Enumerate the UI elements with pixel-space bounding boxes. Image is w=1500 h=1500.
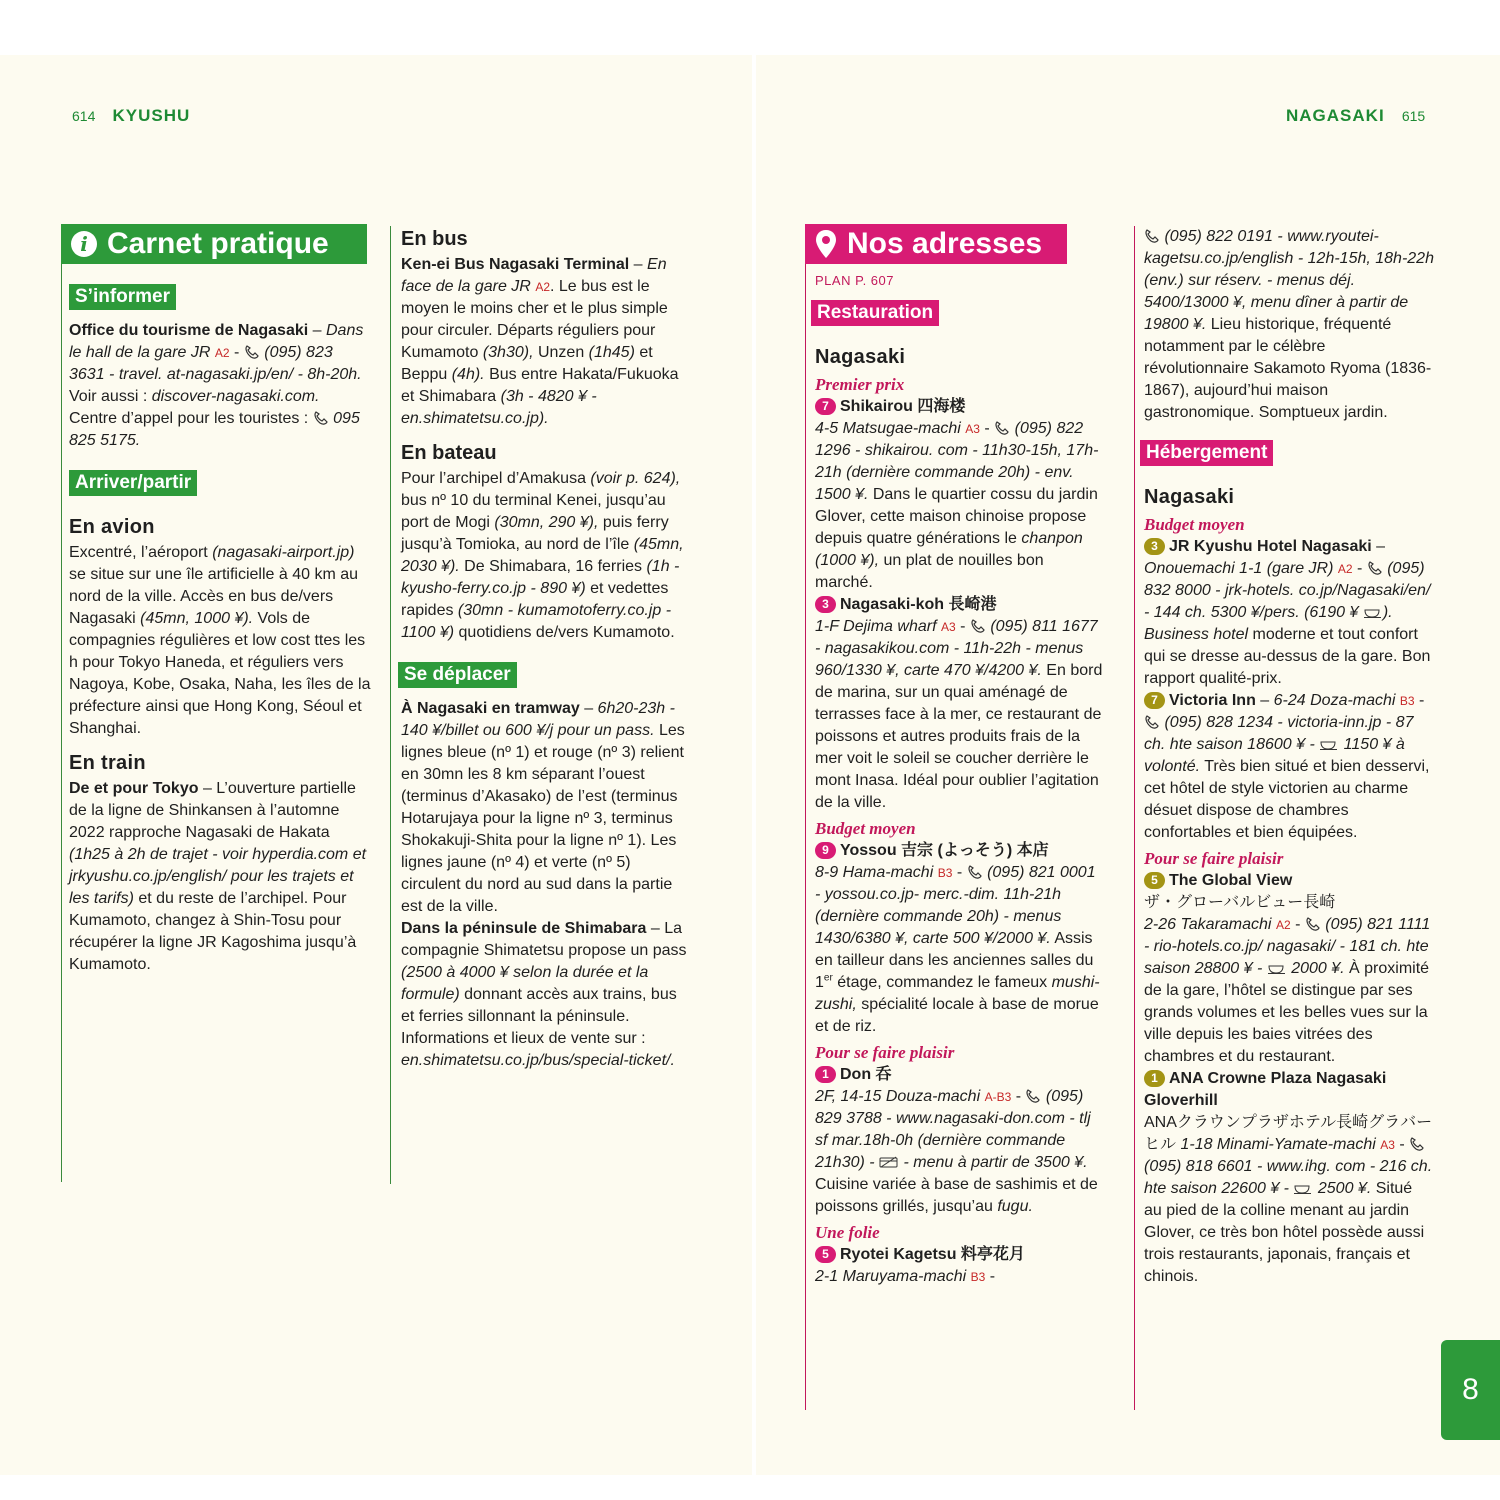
text: – <box>1371 538 1386 555</box>
office-location: Dans le hall de la gare JR <box>69 322 364 361</box>
text: Unzen <box>533 344 589 361</box>
subsection-label: Arriver/partir <box>69 470 197 496</box>
text: spécialité locale à base de morue et de riz. <box>815 996 1099 1035</box>
text: Situé au pied de la colline menant au jardin Glover, ce très bon hôtel possède aussi trois restaurants, japonais, français et chinois. <box>1144 1180 1425 1285</box>
text: En bord de marina, sur un quai aménagé de terrasses face à la mer, ce restaurant de poissons et autres produits frais de la mer voit le soleil se coucher derrière le mont Inasa. Idéal pour oublier l’agitation de la ville. <box>815 662 1103 811</box>
listing-entry-continued <box>1144 226 1434 424</box>
listing-entry <box>815 1244 1105 1288</box>
see-also-site: discover-nagasaki.com. <box>151 388 320 405</box>
listing-entry <box>1144 1068 1434 1288</box>
text: se situe sur une île artificielle à 40 km au nord de la ville. Accès en bus de/vers Nagasaki <box>69 566 359 627</box>
phone-icon <box>1409 1137 1425 1151</box>
see-also: Voir aussi : <box>69 388 152 405</box>
text: – <box>579 700 598 717</box>
listing-name: Don 呑 <box>840 1066 892 1083</box>
breakfast-icon <box>1267 962 1287 974</box>
price-category: Une folie <box>815 1223 880 1242</box>
text: - <box>985 1268 996 1285</box>
city-heading: Nagasaki <box>815 346 906 368</box>
text: Vols de compagnies régulières et low cost ttes les h pour Tokyo Haneda, et réguliers vers Nagoya, Kobe, Osaka, Naha, les îles de la préfecture ainsi que Hong Kong, Séoul et Shanghai. <box>69 610 371 737</box>
right-page-number: 615 <box>1401 108 1426 124</box>
left-running-head <box>72 106 190 126</box>
price-category: Budget moyen <box>815 819 916 838</box>
listing-name: The Global View <box>1169 872 1293 889</box>
text: et du reste de l’archipel. Pour Kumamoto, changez à Shin-Tosu pour récupérer la ligne JR Kagoshima jusqu’à Kumamoto. <box>69 890 357 973</box>
map-marker-badge: 5 <box>1144 872 1165 889</box>
text: - <box>952 864 967 881</box>
no-credit-card-icon <box>879 1156 899 1168</box>
phone-icon <box>994 421 1010 435</box>
text: Excentré, l’aéroport <box>69 544 213 561</box>
text: Bus entre Hakata/Fukuoka et Shimabara <box>401 366 679 405</box>
text: - <box>1394 1136 1410 1153</box>
map-ref: B3 <box>937 866 953 880</box>
text: 2-26 Takaramachi <box>1144 916 1272 933</box>
text: (095) 821 0001 - yossou.co.jp- merc.-dim. 11h-21h (dernière commande 20h) - menus 1430/6380 ¥, carte 500 ¥/2000 ¥. <box>815 864 1096 947</box>
map-marker-badge: 1 <box>1144 1070 1165 1087</box>
text: - <box>955 618 970 635</box>
text: - <box>979 420 995 437</box>
text: Dans la péninsule de Shimabara <box>401 920 647 937</box>
text: Onouemachi 1-1 (gare JR) <box>1144 560 1334 577</box>
heading-train: En train <box>69 752 146 774</box>
text: donnant accès aux trains, bus et ferries sillonnant la péninsule. Informations et lieux de vente sur : <box>401 986 677 1047</box>
listing-name: JR Kyushu Hotel Nagasaki <box>1169 538 1372 555</box>
column-rule <box>1134 226 1135 1410</box>
subsection-label: Restauration <box>811 300 939 326</box>
listing-entry <box>815 594 1105 814</box>
section-title: Nos adresses <box>847 227 1043 260</box>
text: (095) 811 1677 - nagasakikou.com - 11h-22h - menus 960/1330 ¥, carte 470 ¥/4200 ¥. <box>815 618 1098 679</box>
listing-name: ANA Crowne Plaza Nagasaki Gloverhill <box>1144 1070 1387 1109</box>
text: (voir p. 624), <box>590 470 681 487</box>
train-text <box>69 778 371 976</box>
text: Business hotel <box>1144 626 1249 643</box>
phone-icon <box>1305 917 1321 931</box>
avion-text <box>69 542 371 740</box>
text: 4-5 Matsugae-machi <box>815 420 961 437</box>
text: Dans le quartier cossu du jardin Glover, cette maison chinoise propose depuis quatre générations le <box>815 486 1098 547</box>
text: (095) 822 0191 - www.ryoutei-kagetsu.co.jp/english - 12h-15h, 18h-22h (env.) sur réserv. - menus déj. 5400/13000 ¥, menu dîner à partir de 19800 ¥. <box>1144 228 1434 333</box>
subsection-label: Se déplacer <box>398 662 517 688</box>
text: (3h30), <box>482 344 534 361</box>
phone-icon <box>1144 229 1160 243</box>
text: (45mn, 1000 ¥). <box>140 610 254 627</box>
price-category: Pour se faire plaisir <box>815 1043 955 1062</box>
map-ref: A3 <box>965 422 980 436</box>
map-marker-badge: 7 <box>1144 692 1165 709</box>
dash: - <box>229 344 240 361</box>
listing-entry <box>1144 870 1434 1068</box>
map-marker-badge: 1 <box>815 1066 836 1083</box>
text: étage, commandez le fameux <box>832 974 1052 991</box>
listing-name: Victoria Inn <box>1169 692 1256 709</box>
right-column-1 <box>805 224 1105 1288</box>
text: un plat de nouilles bon marché. <box>815 552 1044 591</box>
section-title: Carnet pratique <box>107 227 329 260</box>
heading-avion: En avion <box>69 516 155 538</box>
text: - <box>1414 692 1425 709</box>
map-ref: B3 <box>1399 694 1415 708</box>
office-entry <box>69 320 371 452</box>
callcenter: Centre d’appel pour les touristes : <box>69 410 309 427</box>
text: La compagnie Shimatetsu propose un pass <box>401 920 687 959</box>
listing-name: Ryotei Kagetsu 料亭花月 <box>840 1246 1025 1263</box>
text: Ken-ei Bus Nagasaki Terminal <box>401 256 630 273</box>
text: Lieu historique, fréquenté notamment par le célèbre révolutionnaire Sakamoto Ryoma (1836-1867), aujourd’hui maison gastronomique. Somptueux jardin. <box>1144 316 1432 421</box>
text: (45mn, 2030 ¥). <box>401 536 684 575</box>
subsection-label: Hébergement <box>1140 440 1273 466</box>
text: (1h25 à 2h de trajet - voir hyperdia.com et jrkyushu.co.jp/english/ pour les trajets et les tarifs) <box>69 846 367 907</box>
text: - menu à partir de 3500 ¥. <box>899 1154 1088 1171</box>
bateau-text <box>401 468 691 644</box>
text: fugu. <box>997 1198 1033 1215</box>
price-category: Pour se faire plaisir <box>1144 849 1284 868</box>
text: (1h - kyusho-ferry.co.jp - 890 ¥) <box>401 558 680 597</box>
text: – <box>1255 692 1274 709</box>
text: En face de la gare JR <box>401 256 667 295</box>
office-phone: (095) 823 3631 - travel. at-nagasaki.jp/en/ - 8h-20h. <box>69 344 362 383</box>
section-band <box>805 224 1067 264</box>
text: - <box>1011 1088 1026 1105</box>
text: moderne et tout confort qui se dresse au-dessus de la gare. Bon rapport qualité-prix. <box>1144 626 1431 687</box>
left-column-2 <box>401 226 691 1072</box>
text: (095) 818 6601 - www.ihg. com - 216 ch. hte saison 22600 ¥ - <box>1144 1158 1433 1197</box>
text: er <box>823 972 833 984</box>
text: et vedettes rapides <box>401 580 669 619</box>
right-running-title: NAGASAKI <box>1286 106 1385 125</box>
text: (095) 829 3788 - www.nagasaki-don.com - tlj sf mar.18h-0h (dernière commande 21h30) - <box>815 1088 1091 1171</box>
breakfast-icon <box>1319 738 1339 750</box>
text: ). <box>1382 604 1393 621</box>
text: 6h20-23h - 140 ¥/billet ou 600 ¥/j pour un pass. <box>401 700 675 739</box>
map-marker-badge: 3 <box>1144 538 1165 555</box>
chapter-thumb-tab: 8 <box>1441 1340 1500 1440</box>
phone-icon <box>1367 561 1383 575</box>
map-ref: A2 <box>535 280 550 294</box>
listing-entry <box>1144 536 1434 690</box>
listing-name: Yossou 吉宗 (よっそう) 本店 <box>840 842 1049 859</box>
listing-name-japanese: ザ・グローバルビュー長崎 <box>1144 894 1336 911</box>
map-ref: A2 <box>1275 918 1291 932</box>
map-ref: A3 <box>1380 1138 1395 1152</box>
text: . Le bus est le moyen le moins cher et le plus simple pour circuler. Départs réguliers pour Kumamoto <box>401 278 668 361</box>
text: Cuisine variée à base de sashimis et de poissons grillés, jusqu’au <box>815 1176 1098 1215</box>
text: De Shimabara, 16 ferries <box>459 558 647 575</box>
text: (095) 832 8000 - jrk-hotels. co.jp/Nagasaki/en/ - 144 ch. 5300 ¥/pers. (6190 ¥ <box>1144 560 1431 621</box>
text: 8-9 Hama-machi <box>815 864 934 881</box>
text: bus nº 10 du terminal Kenei, jusqu’au port de Mogi <box>401 492 666 531</box>
text: Pour l’archipel d’Amakusa <box>401 470 591 487</box>
text: (095) 821 1111 - rio-hotels.co.jp/ nagasaki/ - 181 ch. hte saison 28800 ¥ - <box>1144 916 1431 977</box>
text: De et pour Tokyo <box>69 780 199 797</box>
text: - <box>1352 560 1367 577</box>
text: et Beppu <box>401 344 653 383</box>
city-heading: Nagasaki <box>1144 486 1235 508</box>
text: 6-24 Doza-machi <box>1273 692 1396 709</box>
map-ref: B3 <box>970 1270 986 1284</box>
text: (30mn - kumamotoferry.co.jp - 1100 ¥) <box>401 602 672 641</box>
dash: – <box>308 322 326 339</box>
text: quotidiens de/vers Kumamoto. <box>454 624 675 641</box>
listing-name: Shikairou 四海楼 <box>840 398 966 415</box>
phone-icon <box>313 411 329 425</box>
text: (nagasaki-airport.jp) <box>212 544 355 561</box>
map-marker-badge: 9 <box>815 842 836 859</box>
listing-name: Nagasaki-koh 長崎港 <box>840 596 997 613</box>
text: puis ferry jusqu’à Tomioka, au nord de l’île <box>401 514 669 553</box>
text: (3h - 4820 ¥ - en.shimatetsu.co.jp). <box>401 388 597 427</box>
breakfast-icon <box>1363 606 1383 618</box>
phone-icon <box>967 865 983 879</box>
left-running-title: KYUSHU <box>112 106 191 125</box>
map-ref: A2 <box>214 346 230 360</box>
text: À proximité de la gare, l’hôtel se distingue par ses grands volumes et les belles vues sur la ville depuis les baies vitrées des chambres et du restaurant. <box>1144 960 1430 1065</box>
map-marker-badge: 3 <box>815 596 836 613</box>
right-running-head <box>1286 106 1425 126</box>
text: Les lignes bleue (nº 1) et rouge (nº 3) relient en 30mn les 8 km séparant l’ouest (terminus d’Akasako) de l’est (terminus Hotarujaya pour la ligne nº 3, terminus Shokakuji-Shita pour la ligne nº 1). Les lignes jaune (nº 4) et verte (nº 5) circulent du nord au sud dans la partie est de la ville. <box>401 722 685 915</box>
text: 1-18 Minami-Yamate-machi <box>1176 1136 1376 1153</box>
phone-icon <box>1025 1089 1041 1103</box>
left-column-1 <box>61 224 371 976</box>
breakfast-icon <box>1293 1182 1313 1194</box>
tram-text <box>401 698 691 918</box>
phone-icon <box>1144 715 1160 729</box>
map-ref: A-B3 <box>984 1090 1012 1104</box>
text: en.shimatetsu.co.jp/bus/special-ticket/. <box>401 1052 675 1069</box>
listing-entry <box>815 1064 1105 1218</box>
info-icon: i <box>71 231 97 257</box>
plan-ref: PLAN P. 607 <box>815 273 894 288</box>
column-rule <box>390 226 391 1184</box>
map-ref: A2 <box>1337 562 1353 576</box>
text: – L’ouverture partielle de la ligne de Shinkansen à l’automne 2022 rapproche Nagasaki de Hakata <box>69 780 356 841</box>
office-name: Office du tourisme de Nagasaki <box>69 322 309 339</box>
text: – <box>629 256 648 273</box>
text: chanpon (1000 ¥), <box>815 530 1083 569</box>
text: (095) 828 1234 - victoria-inn.jp - 87 ch. hte saison 18600 ¥ - <box>1144 714 1414 753</box>
text: – <box>646 920 665 937</box>
heading-bateau: En bateau <box>401 442 497 464</box>
left-page-number: 614 <box>72 108 96 124</box>
shimabara-text <box>401 918 691 1072</box>
listing-entry <box>815 396 1105 594</box>
text: (095) 822 1296 - shikairou. com - 11h30-15h, 17h-21h (dernière commande 20h) - env. 1500 ¥. <box>815 420 1099 503</box>
text: Assis en tailleur dans les anciennes salles du 1 <box>815 930 1094 991</box>
text: À Nagasaki en tramway <box>401 700 580 717</box>
map-marker-badge: 7 <box>815 398 836 415</box>
section-band <box>61 224 367 264</box>
bus-text <box>401 254 691 430</box>
text: mushi-zushi, <box>815 974 1100 1013</box>
text: 1150 ¥ à volonté. <box>1144 736 1405 775</box>
subsection-label: S’informer <box>69 284 176 310</box>
text: 2F, 14-15 Douza-machi <box>815 1088 981 1105</box>
text: Très bien situé et bien desservi, cet hôtel de style victorien au charme désuet dispose de chambres confortables et bien équipées. <box>1144 758 1430 841</box>
text: 1-F Dejima wharf <box>815 618 937 635</box>
listing-entry <box>1144 690 1434 844</box>
map-marker-badge: 5 <box>815 1246 836 1263</box>
phone-icon <box>970 619 986 633</box>
map-ref: A3 <box>940 620 956 634</box>
listing-name-japanese: ANAクラウンプラザホテル長崎グラバーヒル <box>1144 1114 1433 1153</box>
right-column-2 <box>1144 226 1434 1288</box>
phone-icon <box>244 345 260 359</box>
text: 2-1 Maruyama-machi <box>815 1268 967 1285</box>
text: (30mn, 290 ¥), <box>494 514 599 531</box>
text: (2500 à 4000 ¥ selon la durée et la formule) <box>401 964 649 1003</box>
price-category: Premier prix <box>815 375 905 394</box>
heading-bus: En bus <box>401 228 468 250</box>
map-pin-icon <box>815 229 837 259</box>
listing-entry <box>815 840 1105 1038</box>
text: (1h45) <box>588 344 635 361</box>
text: 2000 ¥. <box>1286 960 1345 977</box>
price-category: Budget moyen <box>1144 515 1245 534</box>
text: - <box>1290 916 1305 933</box>
callcenter-phone: 095 825 5175. <box>69 410 360 449</box>
text: (4h). <box>451 366 485 383</box>
text: 2500 ¥. <box>1313 1180 1372 1197</box>
